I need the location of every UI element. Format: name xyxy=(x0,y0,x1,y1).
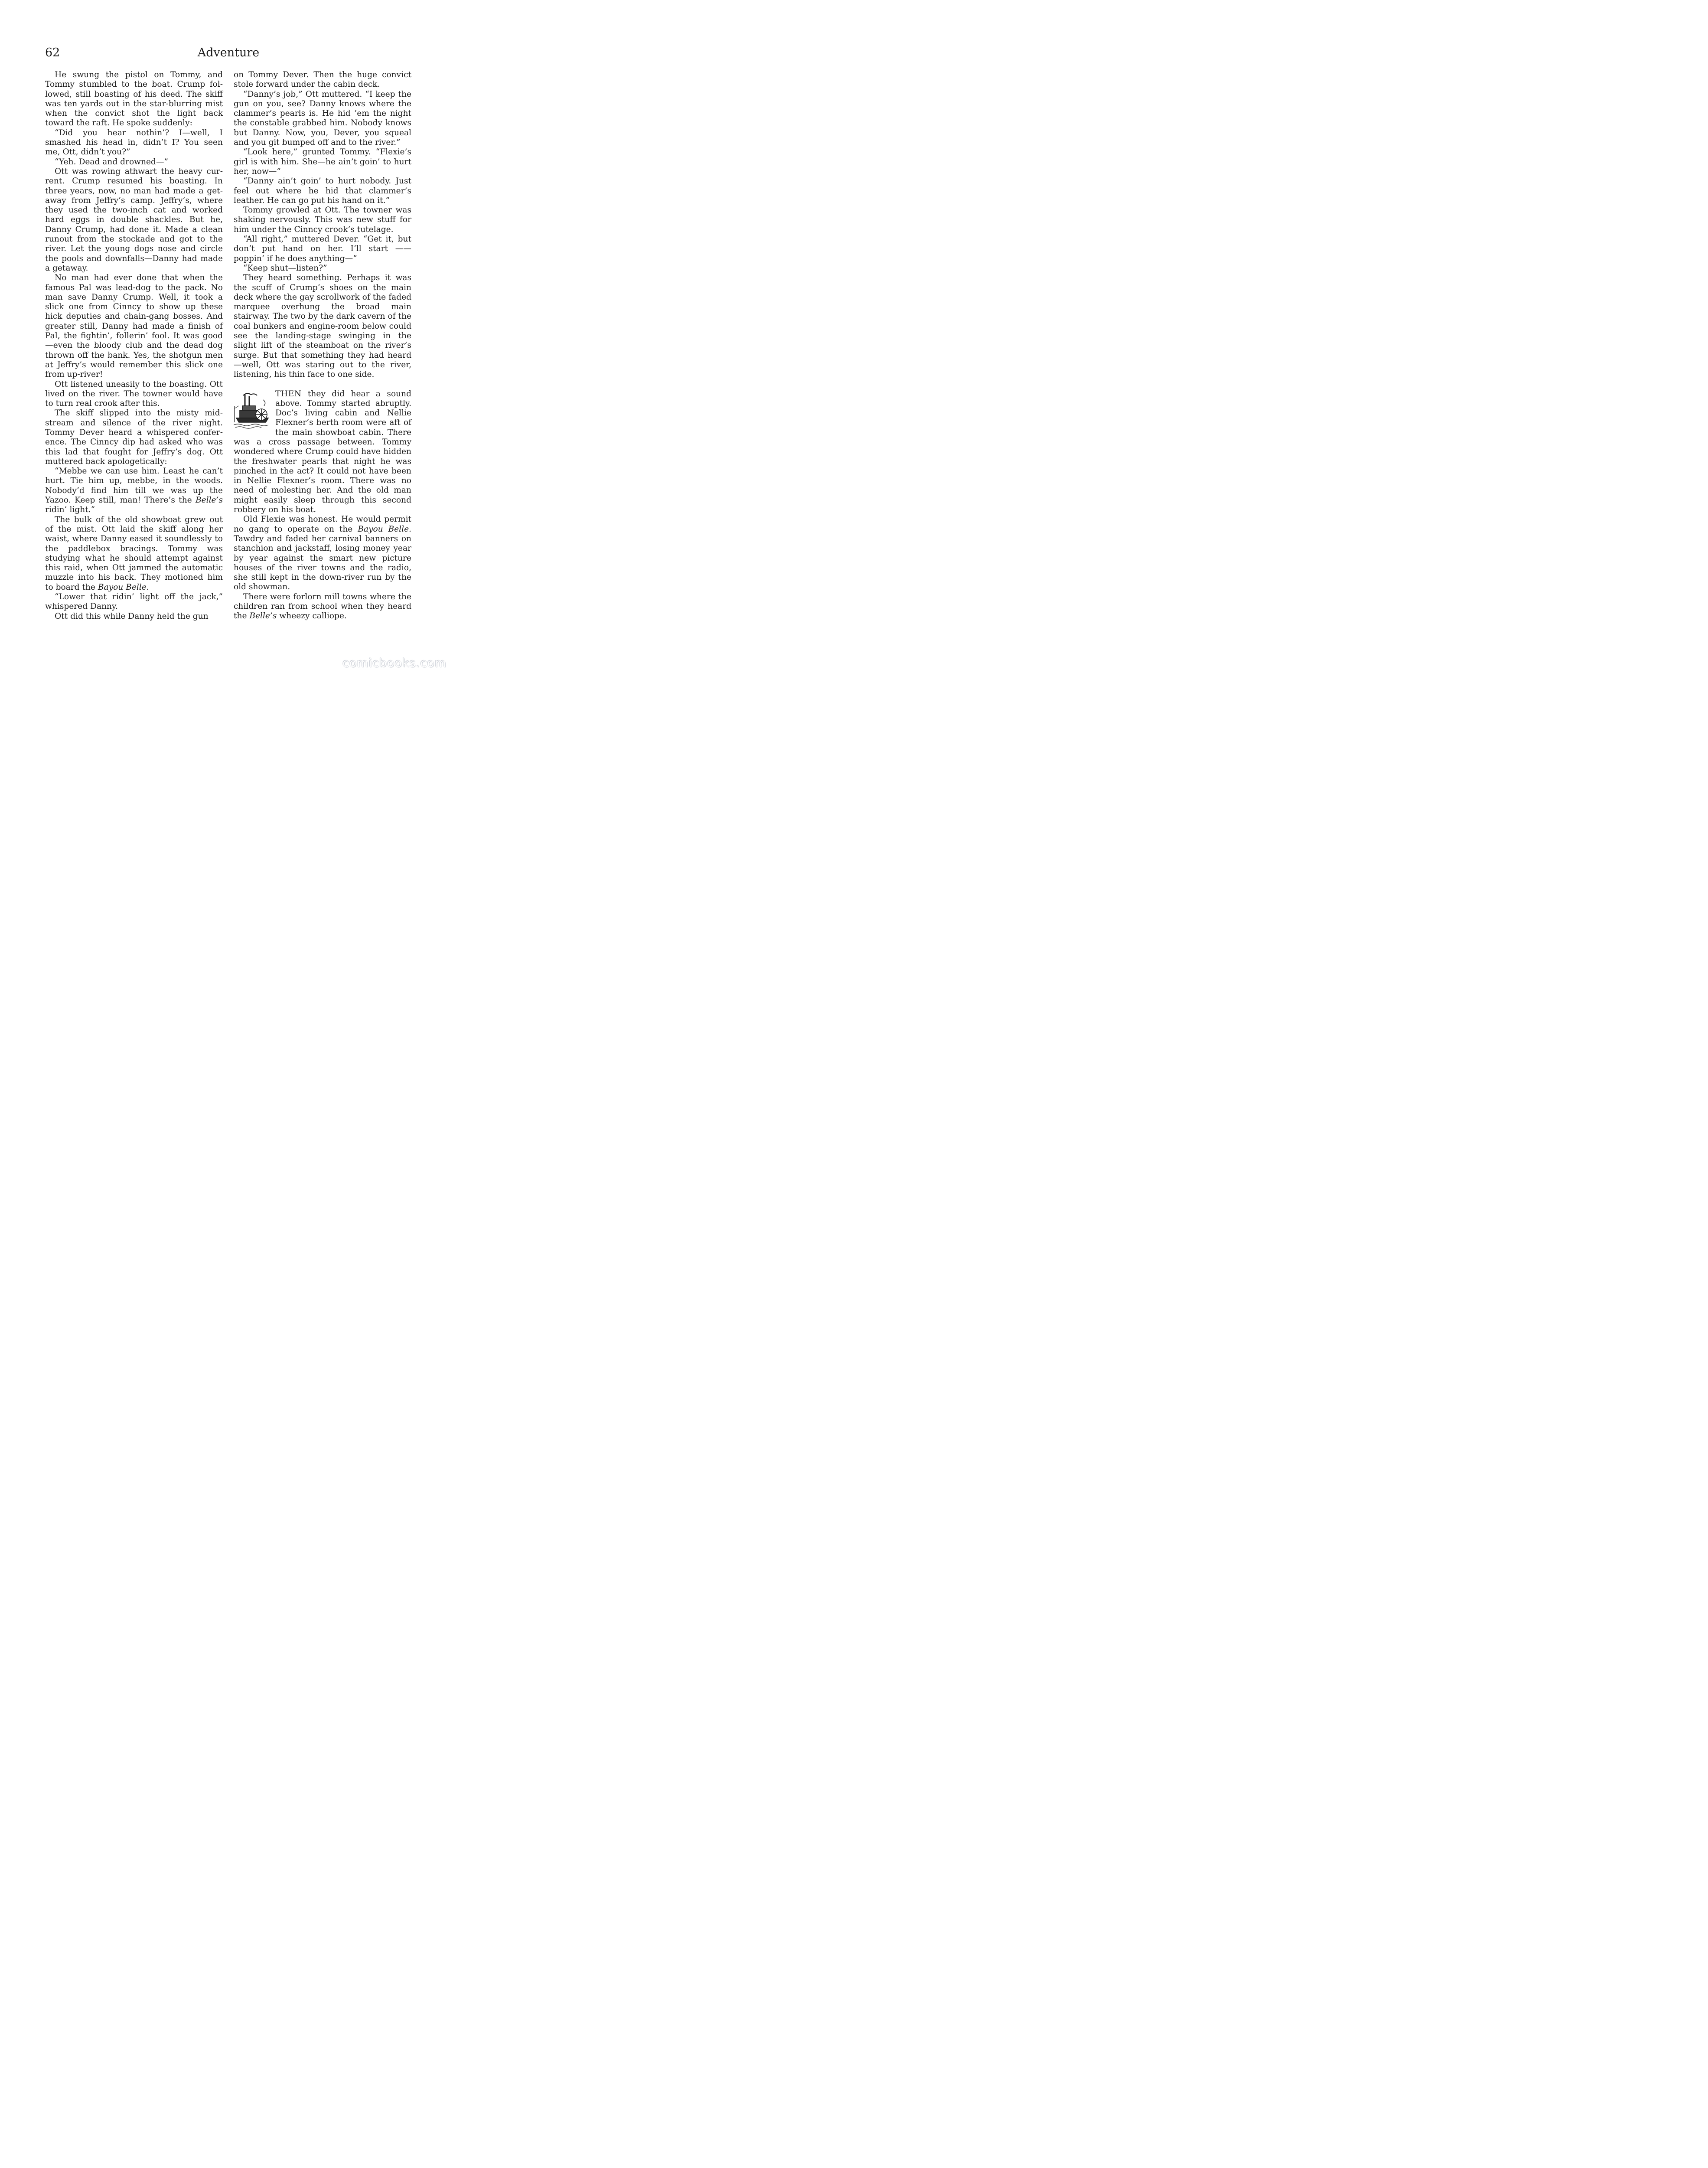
paragraph: Tommy growled at Ott. The towner was shaking nervously. This was new stuff for him under the Cinncy crook’s tutelage. xyxy=(234,206,411,234)
paragraph: “Danny ain’t goin’ to hurt nobody. Just feel out where he hid that clammer’s leather. He can go put his hand on it.” xyxy=(234,176,411,205)
paragraph-text: Tawdry and faded her carnival banners on stanchion and jackstaff, losing money year by year against the smart new picture houses of the river towns and the radio, she still kept in the down-river run by the old showman. xyxy=(234,534,411,592)
paragraph xyxy=(234,592,411,621)
paragraph: “Look here,” grunted Tommy. “Flexie’s girl is with him. She—he ain’t goin’ to hurt her, now—” xyxy=(234,147,411,176)
paragraph xyxy=(234,515,411,592)
ship-name: Bayou Belle. xyxy=(358,524,411,534)
ship-name: Belle’s xyxy=(195,496,223,505)
paragraph: Ott was rowing athwart the heavy current. Crump resumed his boasting. In three years, now, no man had made a getaway from Jeffry’s camp. Jeffry’s, where they used the two-inch cat and worked hard eggs in double shackles. But he, Danny Crump, had done it. Made a clean runout from the stockade and got to the river. Let the young dogs nose and circle the pools and downfalls—Danny had made a getaway. xyxy=(45,167,223,273)
paragraph-text: Old Flexie was honest. He would permit no gang to operate on the xyxy=(234,515,411,534)
paragraph: No man had ever done that when the famous Pal was lead-dog to the pack. No man save Danny Crump. Well, it took a slick one from Cinncy to show up these hick deputies and chain-gang bosses. And greater still, Danny had made a finish of Pal, the fightin’, follerin’ fool. It was good—even the bloody club and the dead dog thrown off the bank. Yes, the shotgun men at Jeffry’s would remember this slick one from up-river! xyxy=(45,273,223,379)
paragraph: “All right,” muttered Dever. “Get it, but don’t put hand on her. I’ll start —— poppin’ if he does anything—” xyxy=(234,235,411,263)
running-head: Adventure xyxy=(197,46,260,59)
paragraph-text: ridin’ light.” xyxy=(45,505,95,515)
paragraph: on Tommy Dever. Then the huge convict stole forward under the cabin deck. xyxy=(234,70,411,89)
section-lead-word: THEN xyxy=(275,389,302,398)
paragraph: “Danny’s job,” Ott muttered. “I keep the gun on you, see? Danny knows where the clammer’s pearls is. He hid ’em the night the constable grabbed him. Nobody knows but Danny. Now, you, Dever, you squeal and you git bumped off and to the river.” xyxy=(234,89,411,147)
paragraph: “Keep shut—listen?” xyxy=(243,263,327,273)
section-break-paragraph xyxy=(234,389,411,515)
watermark: comicbooks.com xyxy=(342,656,447,670)
paragraph: “Lower that ridin’ light off the jack,” whispered Danny. xyxy=(45,592,223,611)
paragraph: They heard something. Perhaps it was the scuff of Crump’s shoes on the main deck where the gay scrollwork of the faded marquee overhung the broad main stairway. The two by the dark cavern of the coal bunkers and engine-room below could see the landing-stage swinging in the slight lift of the steamboat on the river’s surge. But that something they had heard—well, Ott was staring out to the river, listening, his thin face to one side. xyxy=(234,273,411,379)
paragraph: “Did you hear nothin’? I—well, I smashed his head in, didn’t I? You seen me, Ott, didn’t you?” xyxy=(45,128,223,157)
paragraph-text: wheezy calliope. xyxy=(277,611,347,621)
paragraph-text: The bulk of the old showboat grew out of the mist. Ott laid the skiff along her waist, where Danny eased it soundlessly to the paddlebox bracings. Tommy was studying what he should attempt against this raid, when Ott jammed the automatic muzzle into his back. They motioned him to board the xyxy=(45,515,223,592)
ship-name: Belle’s xyxy=(249,611,277,621)
paragraph-text: There were forlorn mill towns where the children ran from school when they heard the xyxy=(234,592,411,621)
paragraph xyxy=(45,467,223,515)
paragraph: The skiff slipped into the misty midstream and silence of the river night. Tommy Dever heard a whispered conference. The Cinncy dip had asked who was this lad that fought for Jeffry’s dog. Ott muttered back apologetically: xyxy=(45,408,223,466)
paragraph: “Yeh. Dead and drowned—” xyxy=(55,157,169,167)
paragraph: Ott did this while Danny held the gun xyxy=(55,611,209,621)
paragraph xyxy=(45,515,223,592)
left-column xyxy=(45,70,223,621)
steamboat-vignette-icon xyxy=(234,391,272,429)
paragraph: Ott listened uneasily to the boasting. Ott lived on the river. The towner would have to turn real crook after this. xyxy=(45,379,223,408)
paragraph-text: “Mebbe we can use him. Least he can’t hurt. Tie him up, mebbe, in the woods. Nobody’d find him till we was up the Yazoo. Keep still, man! There’s the xyxy=(45,467,223,505)
ship-name: Bayou Belle. xyxy=(98,582,149,592)
right-column xyxy=(234,70,411,621)
paragraph: He swung the pistol on Tommy, and Tommy stumbled to the boat. Crump followed, still boasting of his deed. The skiff was ten yards out in the star-blurring mist when the convict shot the light back toward the raft. He spoke suddenly: xyxy=(45,70,223,128)
page-number: 62 xyxy=(45,46,60,59)
paragraph-text: they did hear a sound above. Tommy started abruptly. Doc’s living cabin and Nellie Flexner’s berth room were aft of the main showboat cabin. There was a cross passage between. Tommy wondered where Crump could have hidden the freshwater pearls that night he was pinched in the act? It could not have been in Nellie Flexner’s room. There was no need of molesting her. And the old man might easily sleep through this second robbery on his boat. xyxy=(234,389,411,515)
